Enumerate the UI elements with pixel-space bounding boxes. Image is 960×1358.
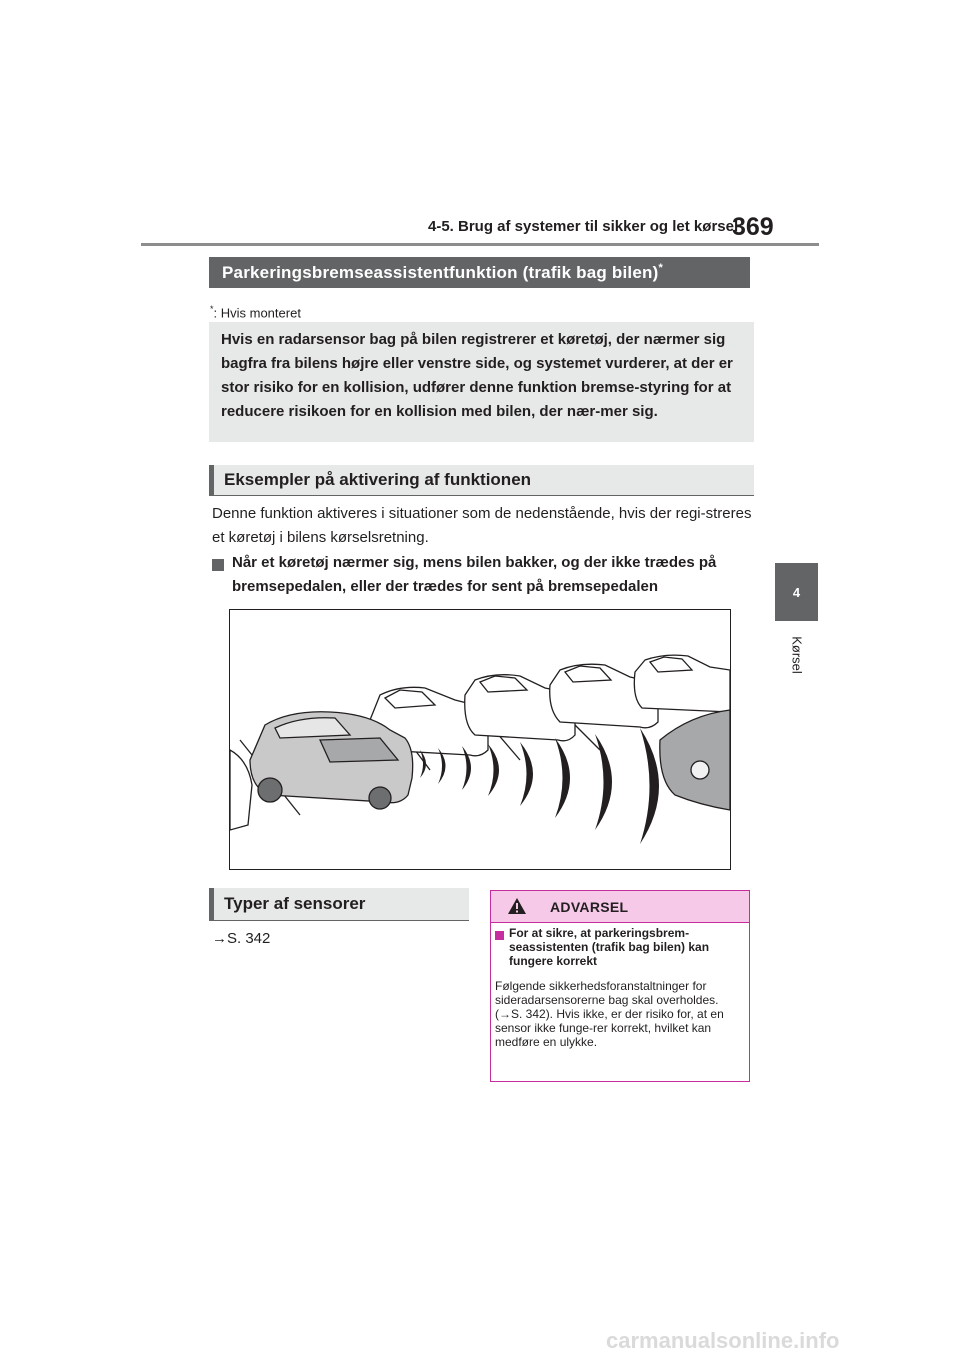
running-header-title: 4-5. Brug af systemer til sikker og let kørsel: [428, 218, 739, 235]
examples-subheading: Når et køretøj nærmer sig, mens bilen bakker, og der ikke trædes på bremsepedalen, eller der trædes for sent på bremsepedalen: [232, 554, 717, 595]
header-rule: [141, 243, 819, 246]
warning-title: ADVARSEL: [550, 899, 629, 915]
section-heading-main: [209, 257, 750, 288]
intro-box: Hvis en radarsensor bag på bilen registrerer et køretøj, der nærmer sig bagfra fra bilens højre eller venstre side, og systemet vurderer, at der er stor risiko for en kollision, udfører denne funktion bremse-styring for at reducere risikoen for en kollision med bilen, der nær-mer sig.: [209, 322, 754, 442]
chapter-tab-label: [784, 620, 810, 690]
warning-box: [490, 890, 750, 1082]
section-heading-examples: Eksempler på aktivering af funktionen: [209, 465, 754, 496]
warning-bullet-icon: [495, 931, 504, 940]
section-heading-sensors: Typer af sensorer: [209, 888, 469, 921]
parking-scene-svg: [230, 610, 730, 869]
chapter-tab-number: 4: [775, 563, 818, 621]
warning-subheading: For at sikre, at parkeringsbrem-seassistenten (trafik bag bilen) kan fungere korrekt: [509, 926, 710, 968]
approaching-car: [660, 710, 730, 810]
section-heading-marker: *: [658, 262, 663, 274]
footnote-marker: *: [210, 304, 214, 314]
parking-illustration: [229, 609, 731, 870]
warning-triangle-icon: [507, 897, 527, 915]
section-heading-main-text: Parkeringsbremseassistentfunktion (trafik bag bilen): [222, 263, 659, 282]
footnote: [210, 304, 301, 320]
page-reference-link[interactable]: →S. 342: [212, 930, 271, 947]
page-number: 369: [732, 213, 774, 241]
footnote-text: : Hvis monteret: [213, 305, 301, 321]
warning-text: Følgende sikkerhedsforanstaltninger for sideradarsensorerne bag skal overholdes. (→S. 342). Hvis ikke, er der risiko for, at en sensor ikke funge-rer korrekt, hvilket kan medføre en ulykke.: [495, 979, 724, 1049]
warning-header: [491, 891, 749, 923]
chapter-tab-label-text: Kørsel: [789, 636, 805, 674]
watermark: [606, 1328, 840, 1354]
bullet-square-icon: [212, 559, 224, 571]
parked-car-4: [634, 655, 730, 712]
watermark-text: carmanualsonline.info: [606, 1328, 840, 1353]
examples-body-text: Denne funktion aktiveres i situationer som de nedenstående, hvis der regi-streres et køretøj i bilens kørselsretning.: [212, 505, 752, 546]
